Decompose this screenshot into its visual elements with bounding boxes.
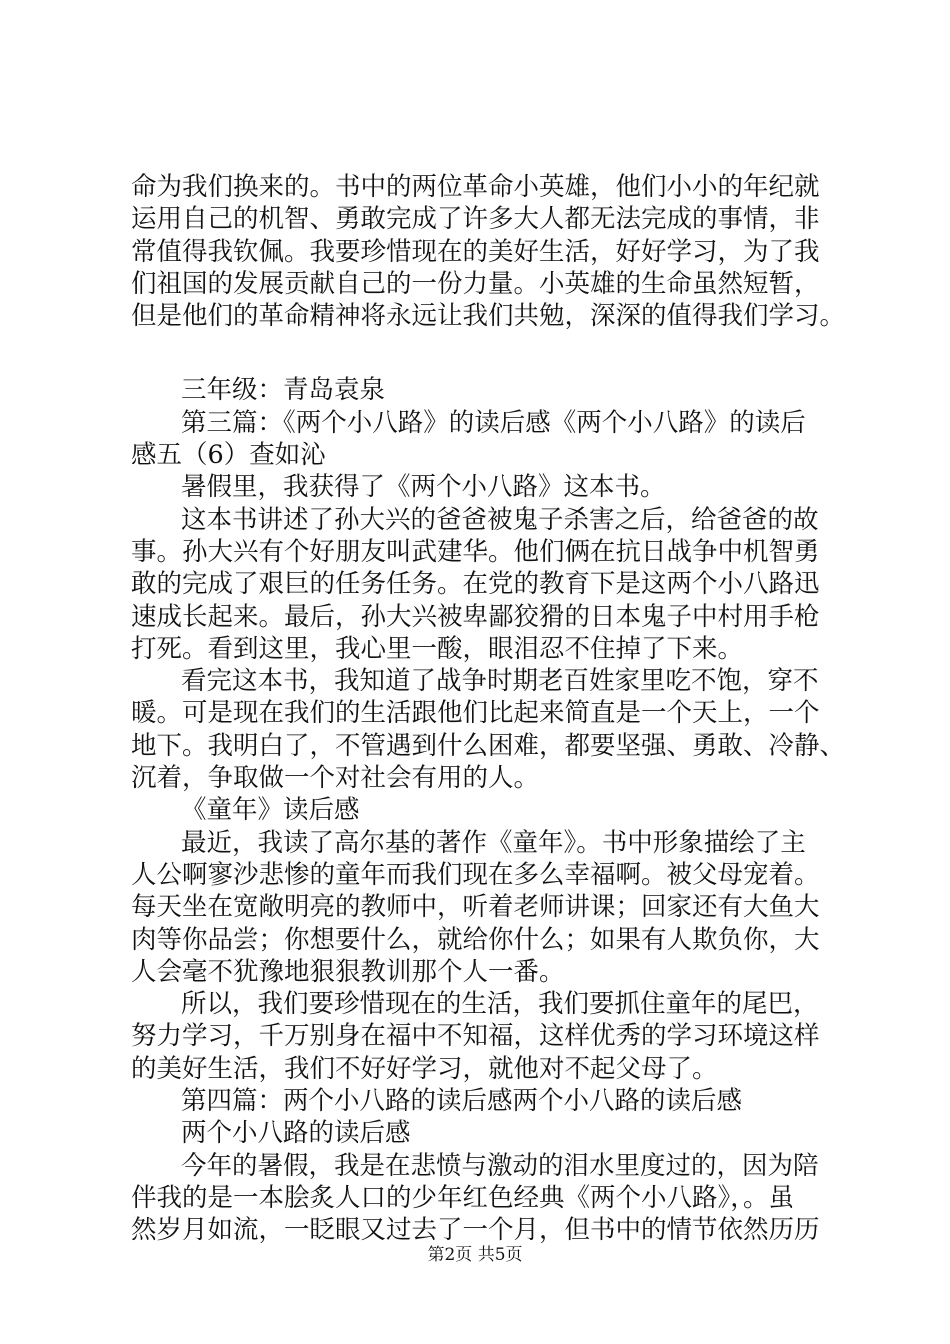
text-line: 今年的暑假，我是在悲愤与激动的泪水里度过的，因为陪: [181, 1150, 819, 1181]
text-line: 沉着，争取做一个对社会有用的人。: [131, 763, 540, 794]
text-line: 打死。看到这里，我心里一酸，眼泪忍不住掉了下来。: [131, 633, 744, 664]
text-line: 伴我的是一本脍炙人口的少年红色经典《两个小八路》，。虽: [131, 1182, 795, 1213]
section-heading-continued: 感五（6）查如沁: [131, 440, 326, 471]
text-line: 最近，我读了高尔基的著作《童年》。书中形象描绘了主: [181, 827, 806, 858]
text-line: 运用自己的机智、勇敢完成了许多大人都无法完成的事情，非: [131, 204, 820, 235]
section-subheading: 两个小八路的读后感: [181, 1118, 411, 1149]
text-line: 努力学习，千万别身在福中不知福，这样优秀的学习环境这样: [131, 1021, 820, 1052]
text-line: 命为我们换来的。书中的两位革命小英雄，他们小小的年纪就: [131, 172, 820, 202]
text-line: 这本书讲述了孙大兴的爸爸被鬼子杀害之后，给爸爸的故: [181, 504, 819, 535]
text-line: 暖。可是现在我们的生活跟他们比起来简直是一个天上，一个: [131, 698, 820, 729]
text-line: 常值得我钦佩。我要珍惜现在的美好生活，好好学习，为了我: [131, 236, 820, 267]
text-line: 们祖国的发展贡献自己的一份力量。小英雄的生命虽然短暂，: [131, 268, 820, 299]
author-line: 三年级：青岛袁泉: [181, 375, 386, 406]
text-line: 暑假里，我获得了《两个小八路》这本书。: [181, 472, 666, 503]
text-line: 敢的完成了艰巨的任务任务。在党的教育下是这两个小八路迅: [131, 569, 820, 600]
text-line: 人会毫不犹豫地狠狠教训那个人一番。: [131, 956, 565, 987]
paragraph-gap: [131, 332, 831, 374]
text-line: 但是他们的革命精神将永远让我们共勉，深深的值得我们学习。: [131, 301, 846, 332]
page-number-footer: 第2页 共5页: [427, 1245, 523, 1265]
text-line: 肉等你品尝；你想要什么，就给你什么；如果有人欺负你，大: [131, 924, 820, 955]
text-line: 每天坐在宽敞明亮的教师中，听着老师讲课；回家还有大鱼大: [131, 892, 820, 923]
text-line: 人公啊寥沙悲惨的童年而我们现在多么幸福啊。被父母宠着。: [131, 859, 820, 890]
section-heading: 第三篇：《两个小八路》的读后感《两个小八路》的读后: [181, 407, 806, 438]
text-line: 看完这本书，我知道了战争时期老百姓家里吃不饱，穿不: [181, 666, 819, 697]
text-line: 所以，我们要珍惜现在的生活，我们要抓住童年的尾巴，: [181, 989, 819, 1020]
text-line: 速成长起来。最后，孙大兴被卑鄙狡猾的日本鬼子中村用手枪: [131, 601, 820, 632]
section-heading: 第四篇：两个小八路的读后感两个小八路的读后感: [181, 1086, 743, 1117]
document-body: [131, 171, 846, 1247]
text-line: 地下。我明白了，不管遇到什么困难，都要坚强、勇敢、冷静、: [131, 730, 846, 761]
section-heading: 《童年》读后感: [181, 795, 360, 826]
text-line: 事。孙大兴有个好朋友叫武建华。他们俩在抗日战争中机智勇: [131, 536, 820, 567]
text-line: 的美好生活，我们不好好学习，就他对不起父母了。: [131, 1053, 718, 1084]
text-line: 然岁月如流，一眨眼又过去了一个月，但书中的情节依然历历: [131, 1215, 820, 1246]
